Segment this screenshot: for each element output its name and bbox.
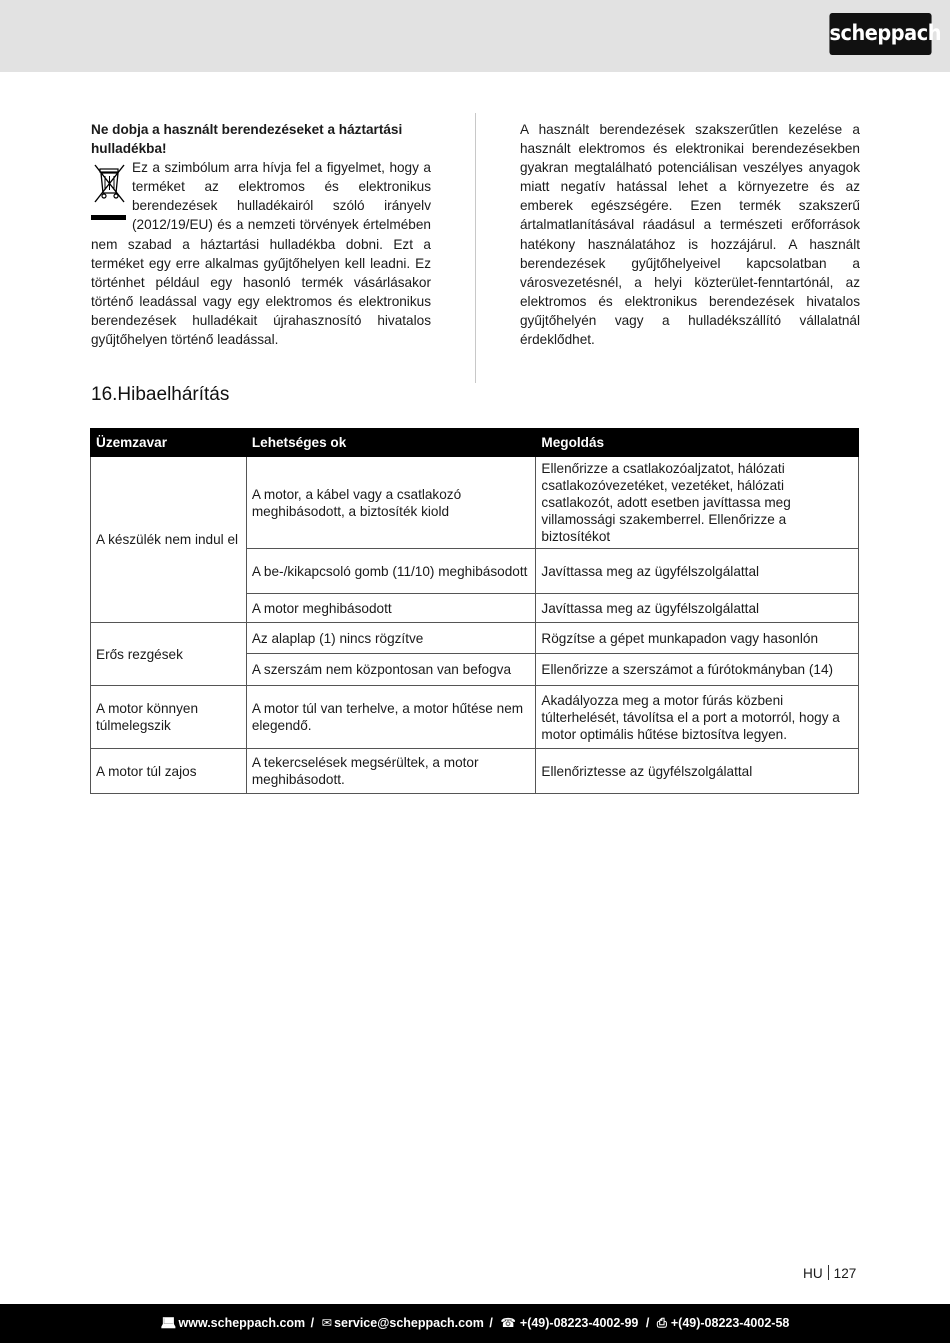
- solution-cell: Akadályozza meg a motor fúrás közbeni túlterhelését, távolítsa el a port a motorról, hogy a motor optimális hűtése biztosítva legyen.: [536, 686, 859, 749]
- disposal-paragraph: Ez a szimbólum arra hívja fel a figyelmet, hogy a terméket az elektromos és elektronikus berendezések hulladékairól szóló irányelv (2012/19/EU) és a nemzeti törvények értelmében nem szabad a háztartási hulladékba dobni. Ezt a terméket egy erre alkalmas gyűjtőhelyen kell leadni. Ez történhet például egy hasonló termék vásárlásakor történő leadással vagy egy elektromos és elektronikus berendezések hulladékait újrahasznosító hivatalos gyűjtőhelyen történő leadással.: [91, 160, 431, 348]
- solution-cell: Javíttassa meg az ügyfélszolgálattal: [536, 549, 859, 594]
- header-cause: Lehetséges ok: [246, 429, 536, 457]
- disposal-warning-title: Ne dobja a használt berendezéseket a háztartási hulladékba!: [91, 122, 403, 157]
- footer-separator: /: [645, 1316, 650, 1330]
- table-row: [91, 686, 859, 749]
- table-row: [91, 749, 859, 794]
- table-row: [91, 457, 859, 549]
- fault-cell: A készülék nem indul el: [91, 457, 247, 623]
- fax-number: +(49)-08223-4002-58: [670, 1316, 790, 1330]
- fault-cell: Erős rezgések: [91, 623, 247, 686]
- fault-cell: A motor túl zajos: [91, 749, 247, 794]
- footer-bar: [0, 1304, 950, 1343]
- column-divider: [475, 113, 476, 383]
- email-link[interactable]: service@scheppach.com: [334, 1316, 484, 1330]
- solution-cell: Javíttassa meg az ügyfélszolgálattal: [536, 594, 859, 623]
- solution-cell: Ellenőrizze a csatlakozóaljzatot, hálózati csatlakozóvezetéket, vezetéket, hálózati csatlakozót, adott esetben javíttassa meg villamossági szakemberrel. Ellenőrizze a biztosítékot: [536, 457, 859, 549]
- page-language: HU: [803, 1266, 823, 1281]
- troubleshooting-table: [90, 428, 859, 794]
- header-fault: Üzemzavar: [91, 429, 247, 457]
- crossed-out-wheelie-bin-icon: [91, 160, 128, 224]
- phone-icon: ☎: [500, 1316, 516, 1330]
- solution-cell: Ellenőrizze a szerszámot a fúrótokmányban (14): [536, 654, 859, 686]
- section-title: [91, 384, 229, 406]
- solution-cell: Ellenőriztesse az ügyfélszolgálattal: [536, 749, 859, 794]
- table-header-row: [91, 429, 859, 457]
- cause-cell: A szerszám nem központosan van befogva: [246, 654, 536, 686]
- envelope-icon: ✉︎: [321, 1316, 333, 1330]
- header-solution: Megoldás: [536, 429, 859, 457]
- fault-cell: A motor könnyen túlmelegszik: [91, 686, 247, 749]
- section-heading: Hibaelhárítás: [117, 384, 230, 405]
- header-band: [0, 0, 950, 72]
- phone-number: +(49)-08223-4002-99: [519, 1316, 639, 1330]
- disposal-left-column: [91, 120, 431, 349]
- cause-cell: A motor túl van terhelve, a motor hűtése nem elegendő.: [246, 686, 536, 749]
- laptop-icon: 💻︎: [160, 1316, 177, 1330]
- fax-icon: ⎙: [656, 1316, 667, 1330]
- disposal-right-column: A használt berendezések szakszerűtlen kezelése a használt elektromos és elektronikai berendezésekben gyakran megtalálható potenciálisan veszélyes anyagok miatt negatív hatással lehet a környezetre és az emberek egészségére. Ezen termék szakszerű ártalmatlanításával ráadásul a természeti erőforrások hatékony használatához is hozzájárul. A használt berendezések gyűjtőhelyeivel kapcsolatban a városvezetésnél, a helyi közterület-fenntartónál, az elektromos és elektronikus berendezések hivatalos gyűjtőhelyén vagy a hulladékszállító vállalatnál érdeklődhet.: [520, 122, 860, 348]
- page-number: [803, 1265, 856, 1281]
- website-link[interactable]: www.scheppach.com: [178, 1316, 306, 1330]
- table-row: [91, 623, 859, 654]
- section-number: 16.: [91, 384, 118, 405]
- page-number-divider: [828, 1265, 829, 1280]
- footer-separator: /: [489, 1316, 493, 1330]
- cause-cell: Az alaplap (1) nincs rögzítve: [246, 623, 536, 654]
- page-number-value: 127: [833, 1266, 857, 1281]
- cause-cell: A be-/kikapcsoló gomb (11/10) meghibásodott: [246, 549, 536, 594]
- cause-cell: A motor, a kábel vagy a csatlakozó meghibásodott, a biztosíték kiold: [246, 457, 536, 549]
- solution-cell: Rögzítse a gépet munkapadon vagy hasonlón: [536, 623, 859, 654]
- scheppach-logo: scheppach: [829, 13, 931, 55]
- footer-separator: /: [310, 1316, 315, 1330]
- cause-cell: A motor meghibásodott: [246, 594, 536, 623]
- cause-cell: A tekercselések megsérültek, a motor meghibásodott.: [246, 749, 536, 794]
